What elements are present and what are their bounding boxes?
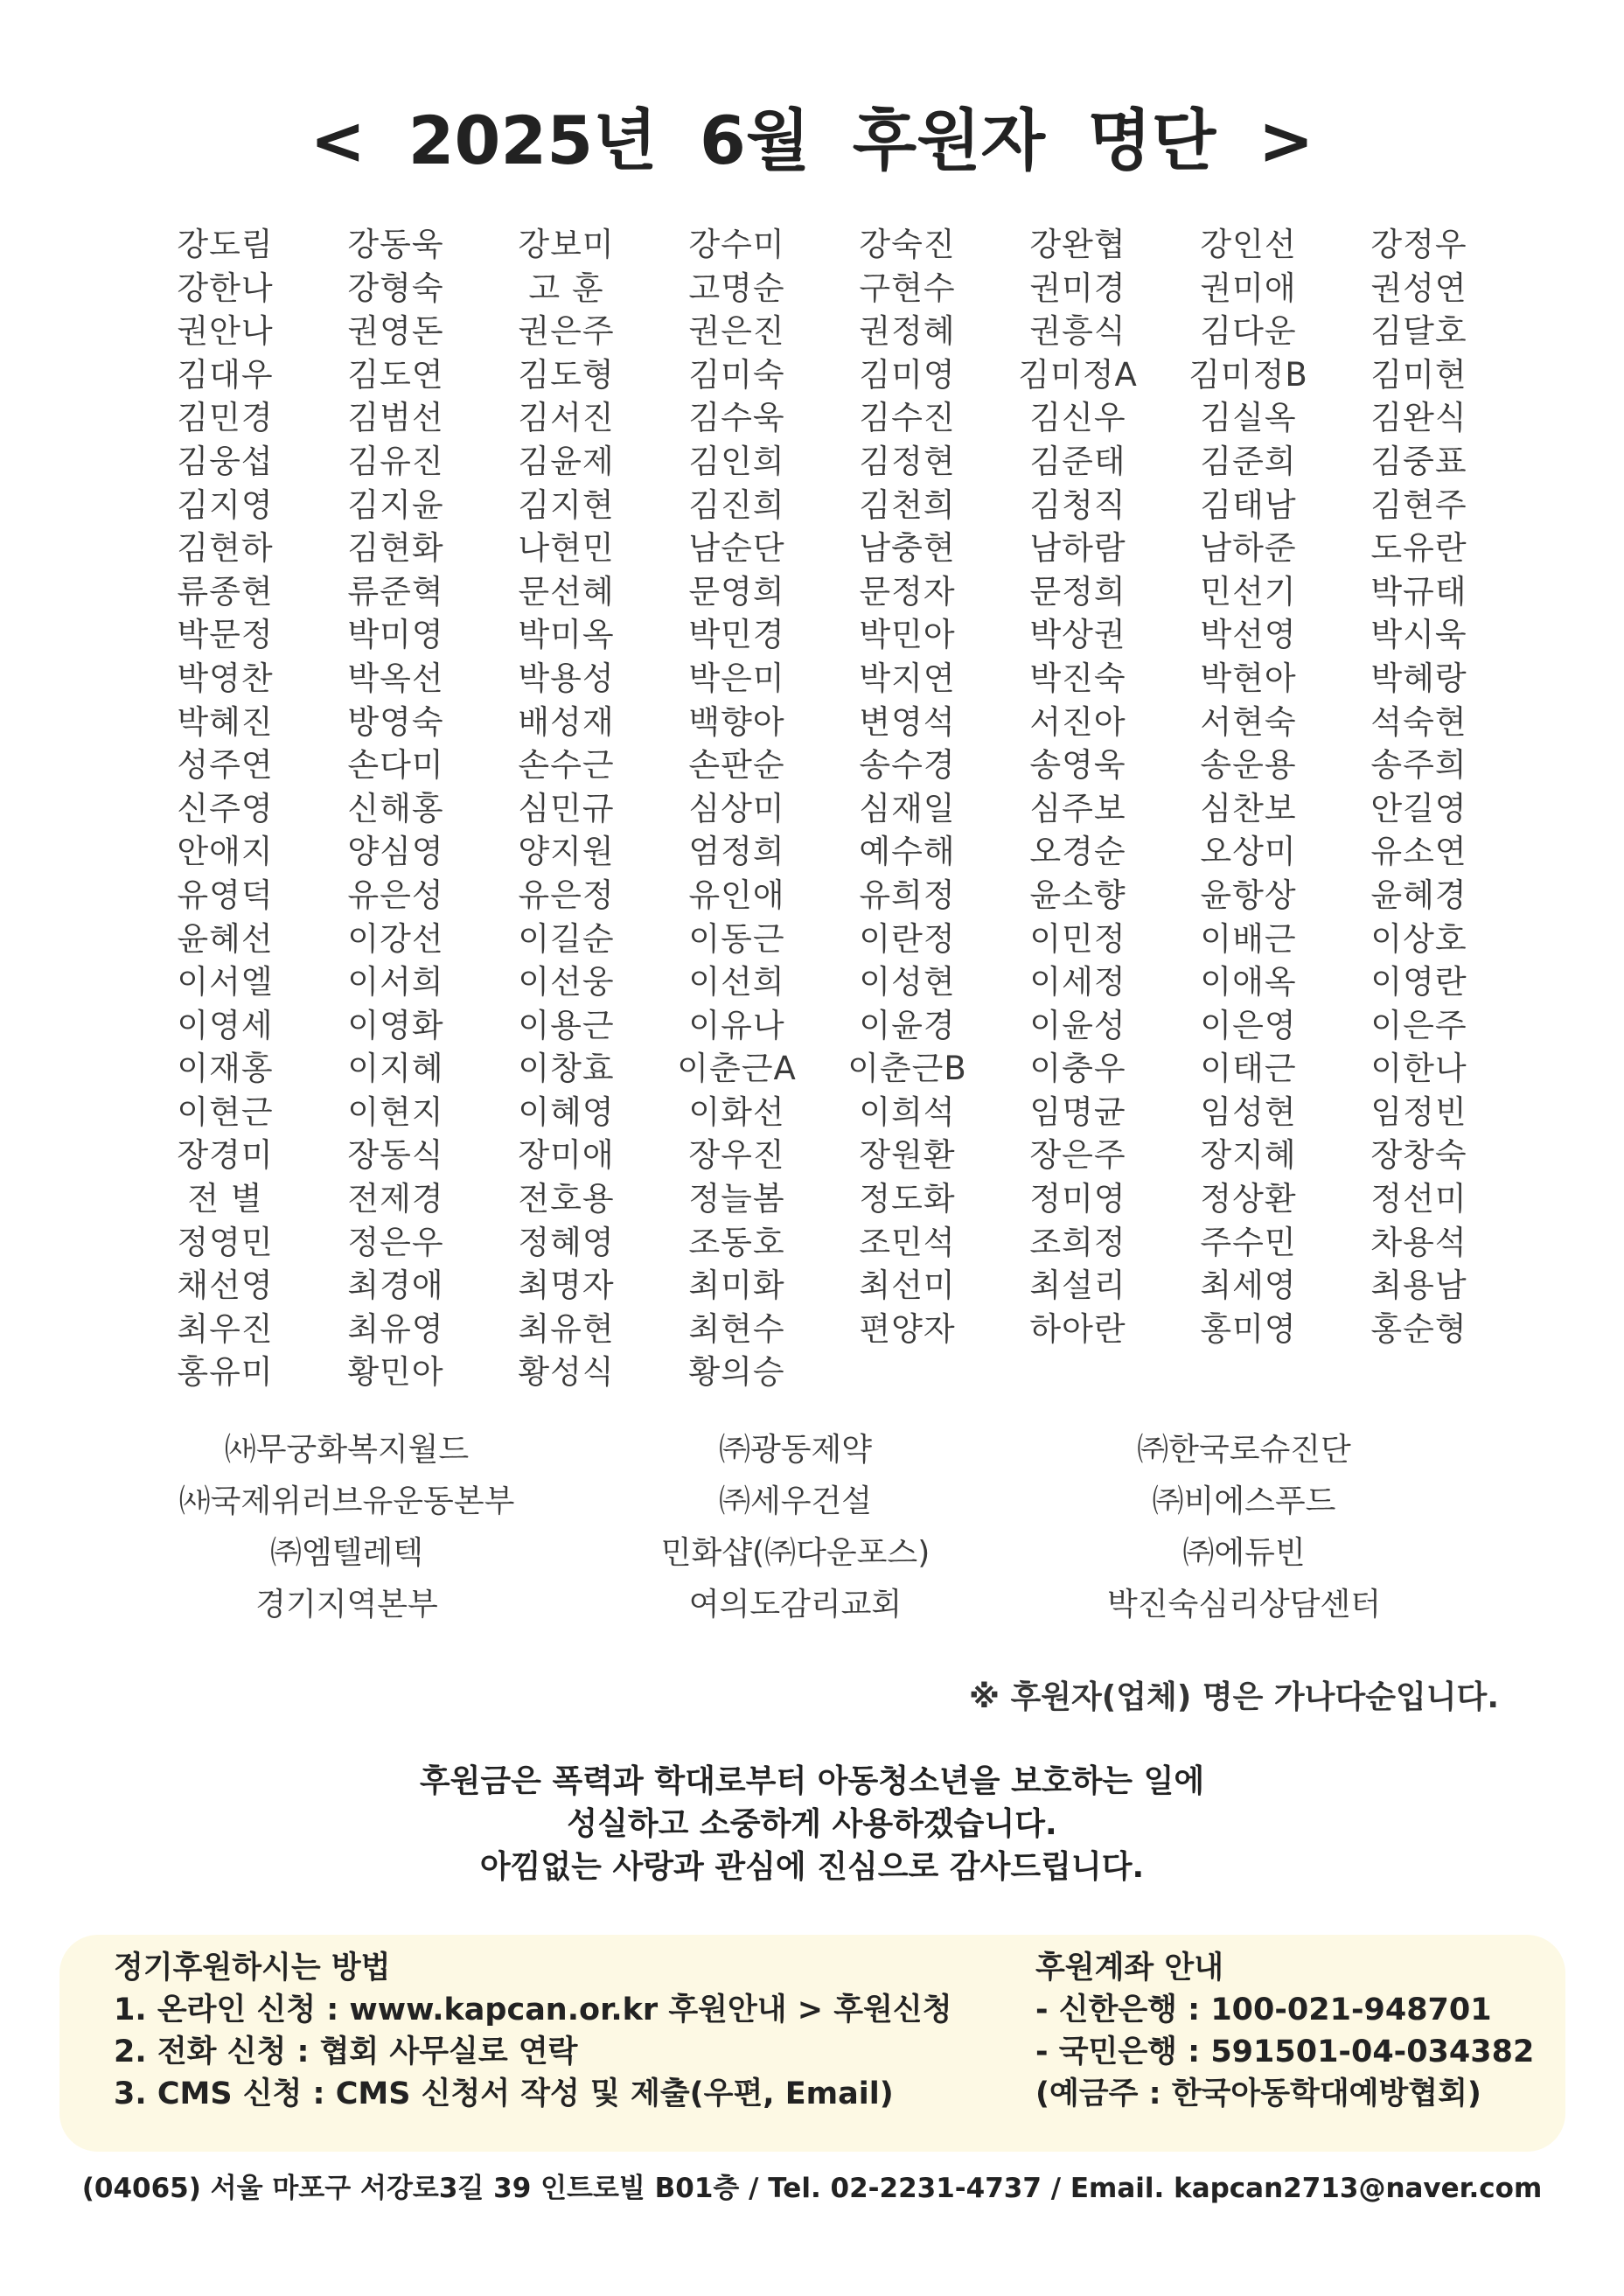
donor-name: 전호용 xyxy=(518,1180,615,1218)
donor-name: 심재일 xyxy=(859,789,956,827)
donor-name: 권안나 xyxy=(177,312,274,351)
donor-name: 장원환 xyxy=(859,1136,956,1175)
donor-name: 최용남 xyxy=(1370,1267,1467,1305)
donor-name: 강완협 xyxy=(1029,226,1126,263)
donor-name: 김유진 xyxy=(347,442,444,480)
donor-name: 유인애 xyxy=(688,876,785,914)
donor-name: 강숙진 xyxy=(859,226,956,263)
donor-name: 문선혜 xyxy=(518,572,615,611)
donor-name: 박혜랑 xyxy=(1370,659,1467,697)
donor-name: 양지원 xyxy=(518,833,615,871)
donor-name: 최설리 xyxy=(1029,1267,1126,1305)
donor-name: 이선희 xyxy=(688,963,785,1001)
donor-name: 이춘근A xyxy=(677,1050,797,1088)
donor-name: 김정현 xyxy=(859,442,956,480)
donor-name: 남순단 xyxy=(688,529,785,568)
donor-name: 최우진 xyxy=(177,1309,274,1348)
donor-name: 변영석 xyxy=(859,702,956,741)
donor-name: 박진숙 xyxy=(1029,659,1126,697)
donor-name: 하아란 xyxy=(1029,1309,1126,1348)
donor-name: 이유나 xyxy=(688,1006,785,1044)
organization-name: ㈔국제위러브유운동본부 xyxy=(178,1483,515,1519)
regular-donation-heading: 정기후원하시는 방법 xyxy=(114,1951,391,1985)
donor-name: 김민경 xyxy=(177,399,274,437)
donor-name: 장우진 xyxy=(688,1136,785,1175)
donor-name: 강도림 xyxy=(177,226,274,263)
donor-name: 고명순 xyxy=(688,269,785,307)
donor-name: 윤혜선 xyxy=(177,919,274,958)
donor-name: 최유현 xyxy=(518,1309,615,1348)
donor-name: 박영찬 xyxy=(177,659,274,697)
donor-name: 김완식 xyxy=(1370,399,1467,437)
donor-name: 박시욱 xyxy=(1370,616,1467,654)
donor-name: 홍순형 xyxy=(1370,1309,1467,1348)
donor-name: 최명자 xyxy=(518,1267,615,1305)
donor-name: 이혜영 xyxy=(518,1092,615,1131)
donor-name: 예수해 xyxy=(859,833,956,871)
donor-name: 이서희 xyxy=(347,963,444,1001)
phone-signup-step: 2. 전화 신청 : 협회 사무실로 연락 xyxy=(114,2034,578,2069)
donor-name: 권영돈 xyxy=(347,312,444,351)
donor-name: 남하람 xyxy=(1029,529,1126,568)
donor-name: 이한나 xyxy=(1370,1050,1467,1088)
donor-name: 남충현 xyxy=(859,529,956,568)
donor-name: 김실옥 xyxy=(1200,399,1297,437)
donor-name: 박상권 xyxy=(1029,616,1126,654)
page-title: < 2025년 6월 후원자 명단 > xyxy=(310,101,1314,179)
donor-name: 이민정 xyxy=(1029,919,1126,958)
donor-name: 박은미 xyxy=(688,659,785,697)
donor-name: 김윤제 xyxy=(518,442,615,480)
donor-name: 박민아 xyxy=(859,616,956,654)
donor-name: 김달호 xyxy=(1370,312,1467,351)
donor-name: 성주연 xyxy=(177,746,274,785)
donor-name: 권은진 xyxy=(688,312,785,351)
donor-name: 김범선 xyxy=(347,399,444,437)
donor-name: 장창숙 xyxy=(1370,1136,1467,1175)
donor-name: 김미숙 xyxy=(688,355,785,394)
donor-name: 박선영 xyxy=(1200,616,1297,654)
donor-name: 강보미 xyxy=(518,226,615,263)
donor-name: 이영화 xyxy=(347,1006,444,1044)
donor-name: 류종현 xyxy=(177,572,274,611)
thanks-message xyxy=(0,1760,1624,1888)
donor-name: 임성현 xyxy=(1200,1092,1297,1131)
donor-name: 이화선 xyxy=(688,1092,785,1131)
donor-name: 장동식 xyxy=(347,1136,444,1175)
organization-name: ㈜엠텔레텍 xyxy=(269,1535,424,1571)
donor-name: 김미현 xyxy=(1370,355,1467,394)
donor-name: 이윤경 xyxy=(859,1006,956,1044)
donor-name: 김다운 xyxy=(1200,312,1297,351)
donor-name: 편양자 xyxy=(859,1309,956,1348)
donor-name: 황민아 xyxy=(347,1353,444,1392)
donor-name: 김수욱 xyxy=(688,399,785,437)
donor-name: 김서진 xyxy=(518,399,615,437)
donor-name: 최유영 xyxy=(347,1309,444,1348)
donor-name: 권은주 xyxy=(518,312,615,351)
donor-name: 김미정B xyxy=(1188,355,1308,394)
donor-name: 이애옥 xyxy=(1200,963,1297,1001)
donor-name: 박옥선 xyxy=(347,659,444,697)
donor-name: 이현지 xyxy=(347,1092,444,1131)
donor-name: 박민경 xyxy=(688,616,785,654)
donor-name: 박미옥 xyxy=(518,616,615,654)
donor-name: 심상미 xyxy=(688,789,785,827)
donor-name: 권정혜 xyxy=(859,312,956,351)
donor-name: 전 별 xyxy=(187,1180,263,1218)
donor-name: 강수미 xyxy=(688,226,785,263)
donor-name: 황의승 xyxy=(688,1353,785,1392)
donor-name: 김진희 xyxy=(688,485,785,524)
donor-name: 박혜진 xyxy=(177,702,274,741)
donor-name: 박규태 xyxy=(1370,572,1467,611)
contact-footer: (04065) 서울 마포구 서강로3길 39 인트로빌 B01층 / Tel. 02-2231-4737 / Email. kapcan2713@naver.com xyxy=(81,2173,1543,2204)
donor-name: 이윤성 xyxy=(1029,1006,1126,1044)
donor-name: 고 훈 xyxy=(528,269,604,307)
donor-name: 송주희 xyxy=(1370,746,1467,785)
donor-name: 송영욱 xyxy=(1029,746,1126,785)
donor-name: 박현아 xyxy=(1200,659,1297,697)
donor-name: 조희정 xyxy=(1029,1223,1126,1261)
donor-name: 강인선 xyxy=(1200,226,1297,263)
organization-name: 박진숙심리상담센터 xyxy=(1107,1587,1381,1623)
organization-name: 민화샵(㈜다운포스) xyxy=(660,1535,930,1571)
donor-name: 백향아 xyxy=(688,702,785,741)
donor-name: 남하준 xyxy=(1200,529,1297,568)
donor-name: 손판순 xyxy=(688,746,785,785)
donor-name: 김미정A xyxy=(1018,355,1138,394)
organization-donor-list xyxy=(122,1424,1469,1630)
donor-name: 유은성 xyxy=(347,876,444,914)
donor-name: 김지현 xyxy=(518,485,615,524)
donor-name: 장은주 xyxy=(1029,1136,1126,1175)
donor-name: 문정자 xyxy=(859,572,956,611)
donor-name: 안애지 xyxy=(177,833,274,871)
donor-name: 최경애 xyxy=(347,1267,444,1305)
donor-name: 전제경 xyxy=(347,1180,444,1218)
donor-name: 정상환 xyxy=(1200,1180,1297,1218)
donor-name: 정늘봄 xyxy=(688,1180,785,1218)
donor-name: 장미애 xyxy=(518,1136,615,1175)
donor-name: 오상미 xyxy=(1200,833,1297,871)
donor-name: 서진아 xyxy=(1029,702,1126,741)
donor-name: 조동호 xyxy=(688,1223,785,1261)
donor-name: 김태남 xyxy=(1200,485,1297,524)
donor-name: 정영민 xyxy=(177,1223,274,1261)
donor-name: 홍유미 xyxy=(177,1353,274,1392)
donor-name: 장경미 xyxy=(177,1136,274,1175)
donor-name: 장지혜 xyxy=(1200,1136,1297,1175)
donor-name: 김대우 xyxy=(177,355,274,394)
organization-name: ㈜광동제약 xyxy=(718,1432,873,1468)
donor-name: 채선영 xyxy=(177,1267,274,1305)
donor-name: 김웅섭 xyxy=(177,442,274,480)
donor-name: 심주보 xyxy=(1029,789,1126,827)
donor-name: 이희석 xyxy=(859,1092,956,1131)
donor-name: 김현하 xyxy=(177,529,274,568)
thanks-line-2: 성실하고 소중하게 사용하겠습니다. xyxy=(567,1806,1057,1842)
donor-name: 이영세 xyxy=(177,1006,274,1044)
individual-donor-list xyxy=(140,223,1504,1394)
alphabetical-order-note: ※ 후원자(업체) 명은 가나다순입니다. xyxy=(968,1679,1499,1715)
donor-name: 주수민 xyxy=(1200,1223,1297,1261)
donor-name: 임명균 xyxy=(1029,1092,1126,1131)
donor-name: 유은정 xyxy=(518,876,615,914)
donor-name: 정도화 xyxy=(859,1180,956,1218)
donor-name: 김준희 xyxy=(1200,442,1297,480)
donor-name: 심민규 xyxy=(518,789,615,827)
donor-name: 이재홍 xyxy=(177,1050,274,1088)
donor-name: 신주영 xyxy=(177,789,274,827)
donor-name: 김중표 xyxy=(1370,442,1467,480)
donor-name: 박문정 xyxy=(177,616,274,654)
donor-name: 송수경 xyxy=(859,746,956,785)
donor-name: 박미영 xyxy=(347,616,444,654)
donor-name: 최현수 xyxy=(688,1309,785,1348)
donor-name: 김지영 xyxy=(177,485,274,524)
donor-name: 손수근 xyxy=(518,746,615,785)
donor-name: 윤혜경 xyxy=(1370,876,1467,914)
donor-name: 나현민 xyxy=(518,529,615,568)
account-holder: (예금주 : 한국아동학대예방협회) xyxy=(1035,2076,1481,2111)
donor-name: 권미경 xyxy=(1029,269,1126,307)
donor-name: 심찬보 xyxy=(1200,789,1297,827)
donor-name: 송운용 xyxy=(1200,746,1297,785)
organization-name: 경기지역본부 xyxy=(255,1587,438,1623)
donor-name: 강정우 xyxy=(1370,226,1467,263)
donor-name: 방영숙 xyxy=(347,702,444,741)
donor-name: 이춘근B xyxy=(847,1050,967,1088)
thanks-line-1: 후원금은 폭력과 학대로부터 아동청소년을 보호하는 일에 xyxy=(419,1763,1205,1799)
donor-name: 이은영 xyxy=(1200,1006,1297,1044)
donor-name: 김천희 xyxy=(859,485,956,524)
donor-name: 강동욱 xyxy=(347,226,444,263)
donor-name: 윤소향 xyxy=(1029,876,1126,914)
donor-name: 이선웅 xyxy=(518,963,615,1001)
donor-name: 김준태 xyxy=(1029,442,1126,480)
donor-name: 박용성 xyxy=(518,659,615,697)
cms-signup-step: 3. CMS 신청 : CMS 신청서 작성 및 제출(우편, Email) xyxy=(114,2076,894,2111)
donor-name: 이영란 xyxy=(1370,963,1467,1001)
organization-name: ㈜비에스푸드 xyxy=(1152,1483,1336,1519)
organization-name: ㈜한국로슈진단 xyxy=(1137,1432,1351,1468)
kookmin-account: - 국민은행 : 591501-04-034382 xyxy=(1035,2034,1535,2069)
thanks-line-3: 아낌없는 사랑과 관심에 진심으로 감사드립니다. xyxy=(479,1849,1145,1885)
donor-name: 김수진 xyxy=(859,399,956,437)
donor-name: 최선미 xyxy=(859,1267,956,1305)
donor-name: 엄정희 xyxy=(688,833,785,871)
donor-name: 민선기 xyxy=(1200,572,1297,611)
account-info-heading: 후원계좌 안내 xyxy=(1035,1951,1224,1985)
donation-info-box xyxy=(59,1935,1565,2152)
donor-name: 이충우 xyxy=(1029,1050,1126,1088)
donor-name: 강형숙 xyxy=(347,269,444,307)
donor-name: 신해홍 xyxy=(347,789,444,827)
donor-name: 이태근 xyxy=(1200,1050,1297,1088)
donor-name: 윤항상 xyxy=(1200,876,1297,914)
donor-name: 김지윤 xyxy=(347,485,444,524)
donor-name: 서현숙 xyxy=(1200,702,1297,741)
organization-name: ㈜세우건설 xyxy=(718,1483,873,1519)
donor-name: 양심영 xyxy=(347,833,444,871)
shinhan-account: - 신한은행 : 100-021-948701 xyxy=(1035,1992,1492,2027)
donor-name: 이현근 xyxy=(177,1092,274,1131)
donor-name: 이창효 xyxy=(518,1050,615,1088)
donor-name: 안길영 xyxy=(1370,789,1467,827)
donor-name: 이동근 xyxy=(688,919,785,958)
donor-name: 김청직 xyxy=(1029,485,1126,524)
donor-name: 차용석 xyxy=(1370,1223,1467,1261)
donor-name: 문영희 xyxy=(688,572,785,611)
donor-name: 정혜영 xyxy=(518,1223,615,1261)
donor-name: 이길순 xyxy=(518,919,615,958)
online-signup-step: 1. 온라인 신청 : www.kapcan.or.kr 후원안내 > 후원신청 xyxy=(114,1992,952,2027)
donor-name: 최세영 xyxy=(1200,1267,1297,1305)
donor-name: 임정빈 xyxy=(1370,1092,1467,1131)
donor-name: 석숙현 xyxy=(1370,702,1467,741)
donor-name: 유희정 xyxy=(859,876,956,914)
donor-name: 홍미영 xyxy=(1200,1309,1297,1348)
donor-name: 손다미 xyxy=(347,746,444,785)
donor-name: 김도형 xyxy=(518,355,615,394)
donor-name: 이란정 xyxy=(859,919,956,958)
organization-name: ㈜에듀빈 xyxy=(1182,1535,1306,1571)
donor-name: 김신우 xyxy=(1029,399,1126,437)
donor-name: 이용근 xyxy=(518,1006,615,1044)
donor-name: 황성식 xyxy=(518,1353,615,1392)
account-info-section xyxy=(1035,1947,1534,2115)
donor-name: 유소연 xyxy=(1370,833,1467,871)
donor-name: 이상호 xyxy=(1370,919,1467,958)
organization-name: 여의도감리교회 xyxy=(688,1587,903,1623)
donor-name: 이강선 xyxy=(347,919,444,958)
donor-name: 정미영 xyxy=(1029,1180,1126,1218)
donor-name: 도유란 xyxy=(1370,529,1467,568)
donor-name: 문정희 xyxy=(1029,572,1126,611)
donor-name: 정은우 xyxy=(347,1223,444,1261)
donor-name: 김현주 xyxy=(1370,485,1467,524)
donor-name: 이배근 xyxy=(1200,919,1297,958)
donor-name: 권미애 xyxy=(1200,269,1297,307)
donor-name: 오경순 xyxy=(1029,833,1126,871)
donor-name: 김도연 xyxy=(347,355,444,394)
donor-name: 이세정 xyxy=(1029,963,1126,1001)
donor-name: 강한나 xyxy=(177,269,274,307)
donor-name: 최미화 xyxy=(688,1267,785,1305)
donor-name: 김미영 xyxy=(859,355,956,394)
donor-name: 이서엘 xyxy=(177,963,274,1001)
donor-name: 권흥식 xyxy=(1029,312,1126,351)
donor-name: 이은주 xyxy=(1370,1006,1467,1044)
donor-name: 유영덕 xyxy=(177,876,274,914)
donor-name: 류준혁 xyxy=(347,572,444,611)
donor-name: 배성재 xyxy=(518,702,615,741)
donor-name: 박지연 xyxy=(859,659,956,697)
donor-name: 정선미 xyxy=(1370,1180,1467,1218)
donor-name: 조민석 xyxy=(859,1223,956,1261)
donor-name: 이성현 xyxy=(859,963,956,1001)
donor-name: 구현수 xyxy=(859,269,956,307)
donor-name: 김현화 xyxy=(347,529,444,568)
organization-name: ㈔무궁화복지월드 xyxy=(224,1432,470,1468)
donor-name: 권성연 xyxy=(1370,269,1467,307)
donor-name: 이지혜 xyxy=(347,1050,444,1088)
regular-donation-section xyxy=(114,1947,952,2115)
donor-name: 김인희 xyxy=(688,442,785,480)
